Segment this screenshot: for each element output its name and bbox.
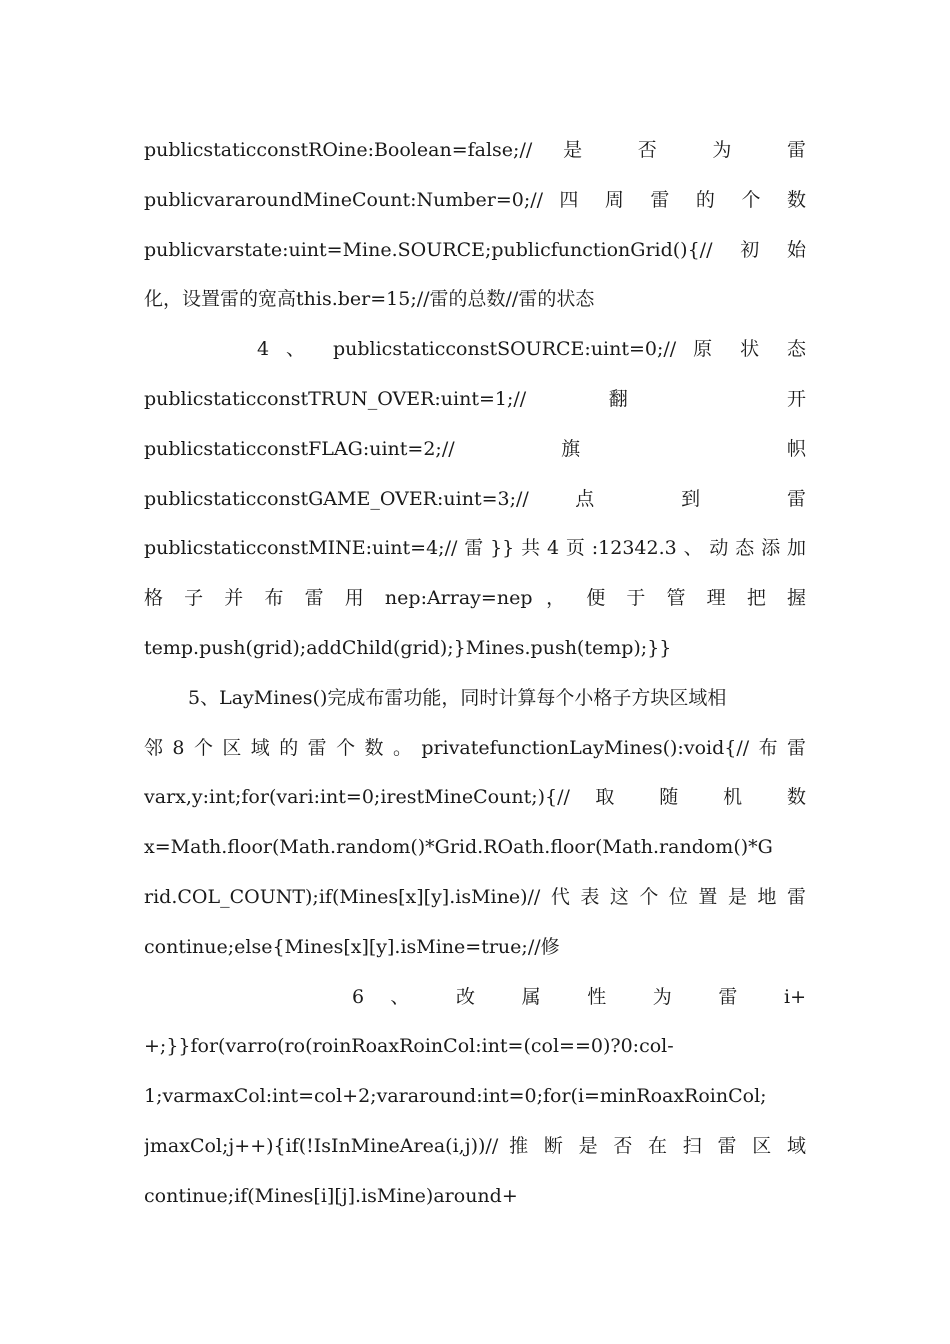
text-line: publicvararoundMineCount:Number=0;// 四 周 雷 的 个 数 (144, 188, 806, 211)
text-line: continue;else{Mines[x][y].isMine=true;//修 (144, 935, 560, 958)
text-line: 5、LayMines()完成布雷功能，同时计算每个小格子方块区域相 (188, 686, 727, 709)
text-line: 格 子 并 布 雷 用 nep:Array=nep ， 便 于 管 理 把 握 (144, 587, 806, 610)
text-line: publicstaticconstGAME_OVER:uint=3;// 点 到 雷 (144, 487, 806, 510)
text-line: jmaxCol;j++){if(!IsInMineArea(i,j))// 推 断 是 否 在 扫 雷 区 域 (144, 1134, 806, 1157)
text-line: +;}}for(varro(ro(roinRoaxRoinCol:int=(col==0)?0:col- (144, 1035, 674, 1058)
text-line: x=Math.floor(Math.random()*Grid.ROath.floor(Math.random()*G (144, 836, 773, 859)
text-line: 1;varmaxCol:int=col+2;vararound:int=0;for(i=minRoaxRoinCol; (144, 1085, 767, 1108)
text-line: publicstaticconstROine:Boolean=false;// 是 否 为 雷 (144, 139, 806, 161)
text-line: 4 、 publicstaticconstSOURCE:uint=0;// 原 状 态 (257, 338, 806, 361)
text-line: 化，设置雷的宽高this.ber=15;//雷的总数//雷的状态 (144, 288, 595, 311)
body-text (144, 126, 806, 1222)
text-line: rid.COL_COUNT);if(Mines[x][y].isMine)//代表这个位置是地雷 (144, 885, 806, 908)
text-line: continue;if(Mines[i][j].isMine)around+ (144, 1184, 518, 1207)
text-line: temp.push(grid);addChild(grid);}Mines.push(temp);}} (144, 636, 672, 659)
text-line: publicstaticconstTRUN_OVER:uint=1;// 翻 开 (144, 387, 806, 410)
text-line: 邻8个区域的雷个数。privatefunctionLayMines():void{//布雷 (144, 736, 806, 759)
text-line: publicvarstate:uint=Mine.SOURCE;publicfunctionGrid(){//初始 (144, 238, 806, 261)
text-line: 6 、 改 属 性 为 雷 i+ (352, 985, 806, 1008)
text-line: publicstaticconstMINE:uint=4;//雷}}共4页:12342.3、动态添加 (144, 537, 806, 560)
text-line: varx,y:int;for(vari:int=0;irestMineCount;){// 取 随 机 数 (144, 786, 806, 809)
text-line: publicstaticconstFLAG:uint=2;// 旗 帜 (144, 437, 806, 460)
